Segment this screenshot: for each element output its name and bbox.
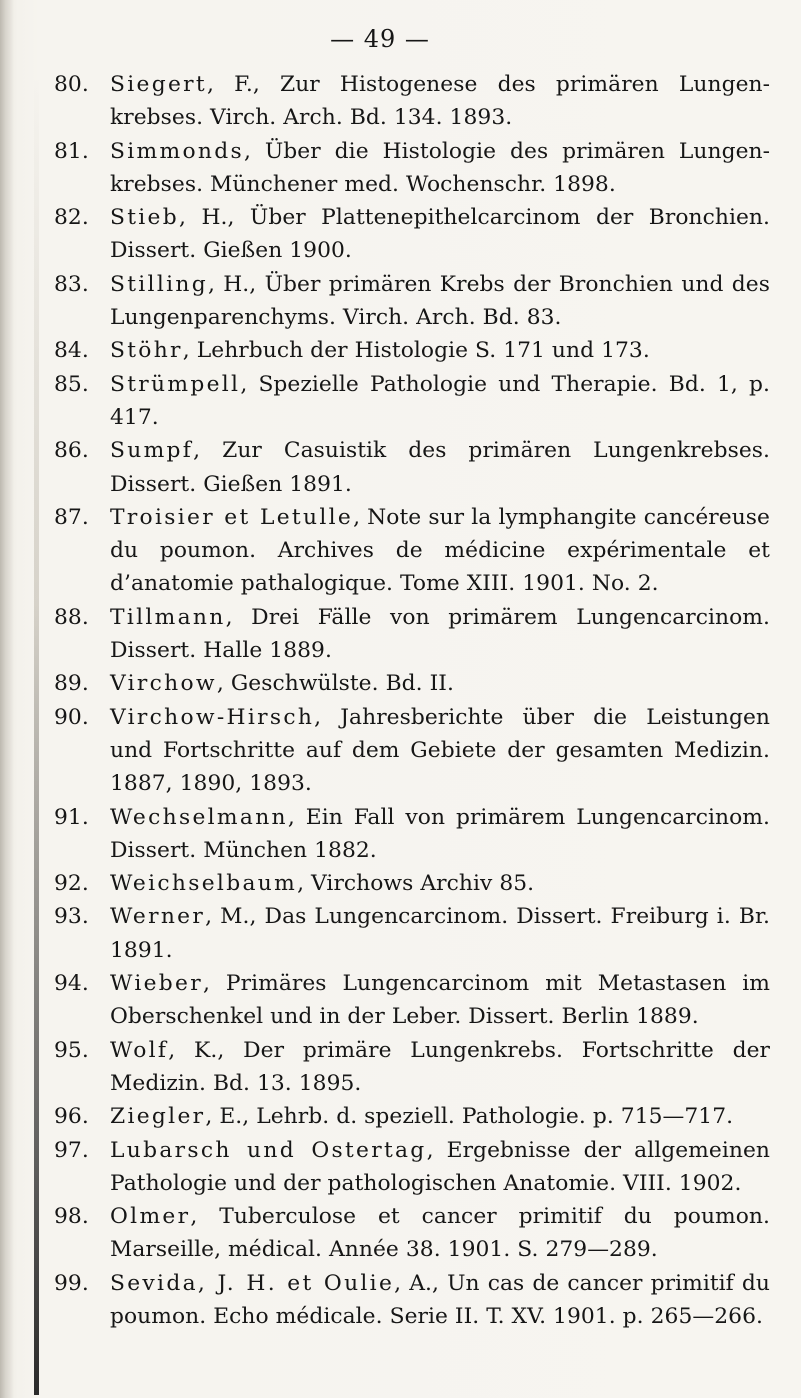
- reference-text: , Note sur la lymphangite cancéreuse du poumon. Archives de médicine expérimentale et d’anatomie pathalogique. Tome XIII. 1901. No. 2.: [110, 504, 770, 597]
- reference-author: Stöhr: [110, 338, 183, 364]
- reference-author: Sevida, J. H. et Oulie: [110, 1270, 395, 1296]
- reference-entry: [54, 667, 770, 700]
- reference-number: 86.: [54, 438, 89, 464]
- reference-number: 85.: [54, 371, 89, 397]
- reference-text: , Virchows Archiv 85.: [297, 871, 535, 897]
- reference-entry: [54, 68, 770, 135]
- reference-number: 81.: [54, 138, 89, 164]
- reference-entry: [54, 434, 770, 501]
- reference-text: , H., Über Plattenepithelcarcinom der Bronchien. Dissert. Gießen 1900.: [110, 205, 770, 264]
- reference-text: , A., Un cas de cancer primitif du poumon. Echo médicale. Serie II. T. XV. 1901. p. 265—266.: [110, 1270, 770, 1329]
- reference-text: , K., Der primäre Lungenkrebs. Fortschritte der Medizin. Bd. 13. 1895.: [110, 1037, 770, 1096]
- reference-number: 99.: [54, 1270, 89, 1296]
- reference-entry: [54, 268, 770, 335]
- reference-author: Wieber: [110, 971, 203, 997]
- reference-author: Olmer: [110, 1204, 191, 1230]
- reference-author: Strümpell: [110, 371, 241, 397]
- reference-entry: [54, 867, 770, 900]
- reference-text: , M., Das Lungencarcinom. Dissert. Freiburg i. Br. 1891.: [110, 904, 770, 963]
- reference-entry: [54, 967, 770, 1034]
- reference-number: 92.: [54, 871, 89, 897]
- reference-author: Stieb: [110, 205, 180, 231]
- reference-text: , Lehrbuch der Histologie S. 171 und 173.: [182, 338, 650, 364]
- reference-author: Sumpf: [110, 438, 194, 464]
- bibliography-list: [54, 68, 770, 1333]
- reference-text: , E., Lehrb. d. speziell. Pathologie. p. 715—717.: [205, 1104, 734, 1130]
- reference-entry: [54, 1034, 770, 1101]
- reference-entry: [54, 900, 770, 967]
- reference-author: Werner: [110, 904, 206, 930]
- reference-number: 94.: [54, 971, 89, 997]
- reference-number: 80.: [54, 72, 89, 97]
- reference-number: 95.: [54, 1037, 89, 1063]
- reference-entry: [54, 368, 770, 435]
- reference-entry: [54, 501, 770, 601]
- reference-number: 96.: [54, 1104, 89, 1130]
- reference-author: Simmonds: [110, 138, 244, 164]
- reference-text: , Geschwülste. Bd. II.: [216, 671, 454, 697]
- reference-entry: [54, 601, 770, 668]
- reference-author: Troisier et Letulle: [110, 504, 354, 530]
- reference-entry: [54, 334, 770, 367]
- reference-author: Virchow-Hirsch: [110, 704, 315, 730]
- reference-number: 88.: [54, 604, 89, 630]
- reference-entry: [54, 801, 770, 868]
- reference-number: 87.: [54, 504, 89, 530]
- spine-shadow: [0, 0, 14, 1398]
- reference-text: , Ergebnisse der allgemeinen Pathologie und der pathologischen Anatomie. VIII. 1902.: [110, 1137, 770, 1196]
- reference-text: , Zur Casuistik des primären Lungenkrebses. Dissert. Gießen 1891.: [110, 438, 770, 497]
- reference-number: 90.: [54, 704, 89, 730]
- reference-entry: [54, 1100, 770, 1133]
- reference-text: , Jahresberichte über die Leistungen und Fortschritte auf dem Gebiete der gesamten Medizin. 1887, 1890, 1893.: [110, 704, 770, 797]
- reference-text: , Ein Fall von primärem Lungencarcinom. Dissert. München 1882.: [110, 804, 770, 863]
- reference-text: , Primäres Lungencarcinom mit Metastasen im Oberschenkel und in der Leber. Dissert. Berlin 1889.: [110, 971, 770, 1030]
- reference-author: Weichselbaum: [110, 871, 298, 897]
- reference-text: , Drei Fälle von primärem Lungencarcinom. Dissert. Halle 1889.: [110, 604, 770, 664]
- reference-number: 98.: [54, 1204, 89, 1230]
- reference-number: 91.: [54, 804, 89, 830]
- reference-author: Lubarsch und Ostertag: [110, 1137, 427, 1163]
- page-number: — 49 —: [330, 25, 430, 53]
- reference-entry: [54, 1267, 770, 1334]
- reference-author: Stilling: [110, 271, 208, 297]
- reference-entry: [54, 1134, 770, 1201]
- reference-author: Tillmann: [110, 604, 226, 630]
- reference-number: 97.: [54, 1137, 89, 1163]
- reference-author: Ziegler: [110, 1104, 206, 1130]
- reference-text: , F., Zur Histogenese des primären Lungenkrebses. Virch. Arch. Bd. 134. 1893.: [110, 72, 770, 131]
- reference-author: Siegert: [110, 72, 207, 97]
- reference-text: , Spezielle Pathologie und Therapie. Bd. 1, p. 417.: [110, 371, 770, 430]
- page-edge-shadow: [34, 75, 39, 1395]
- reference-author: Virchow: [110, 671, 217, 697]
- reference-author: Wechselmann: [110, 804, 288, 830]
- reference-text: , H., Über primären Krebs der Bronchien und des Lungenparenchyms. Virch. Arch. Bd. 83.: [110, 271, 770, 331]
- reference-text: , Über die Histologie des primären Lungenkrebses. Münchener med. Wochenschr. 1898.: [110, 138, 770, 197]
- reference-entry: [54, 1200, 770, 1267]
- reference-entry: [54, 701, 770, 801]
- reference-entry: [54, 201, 770, 268]
- reference-entry: [54, 135, 770, 202]
- reference-number: 93.: [54, 904, 89, 930]
- reference-number: 82.: [54, 205, 89, 231]
- reference-text: , Tuberculose et cancer primitif du poumon. Marseille, médical. Année 38. 1901. S. 279—289.: [110, 1204, 770, 1263]
- reference-number: 89.: [54, 671, 89, 697]
- reference-author: Wolf: [110, 1037, 169, 1063]
- reference-number: 84.: [54, 338, 89, 364]
- reference-number: 83.: [54, 271, 89, 297]
